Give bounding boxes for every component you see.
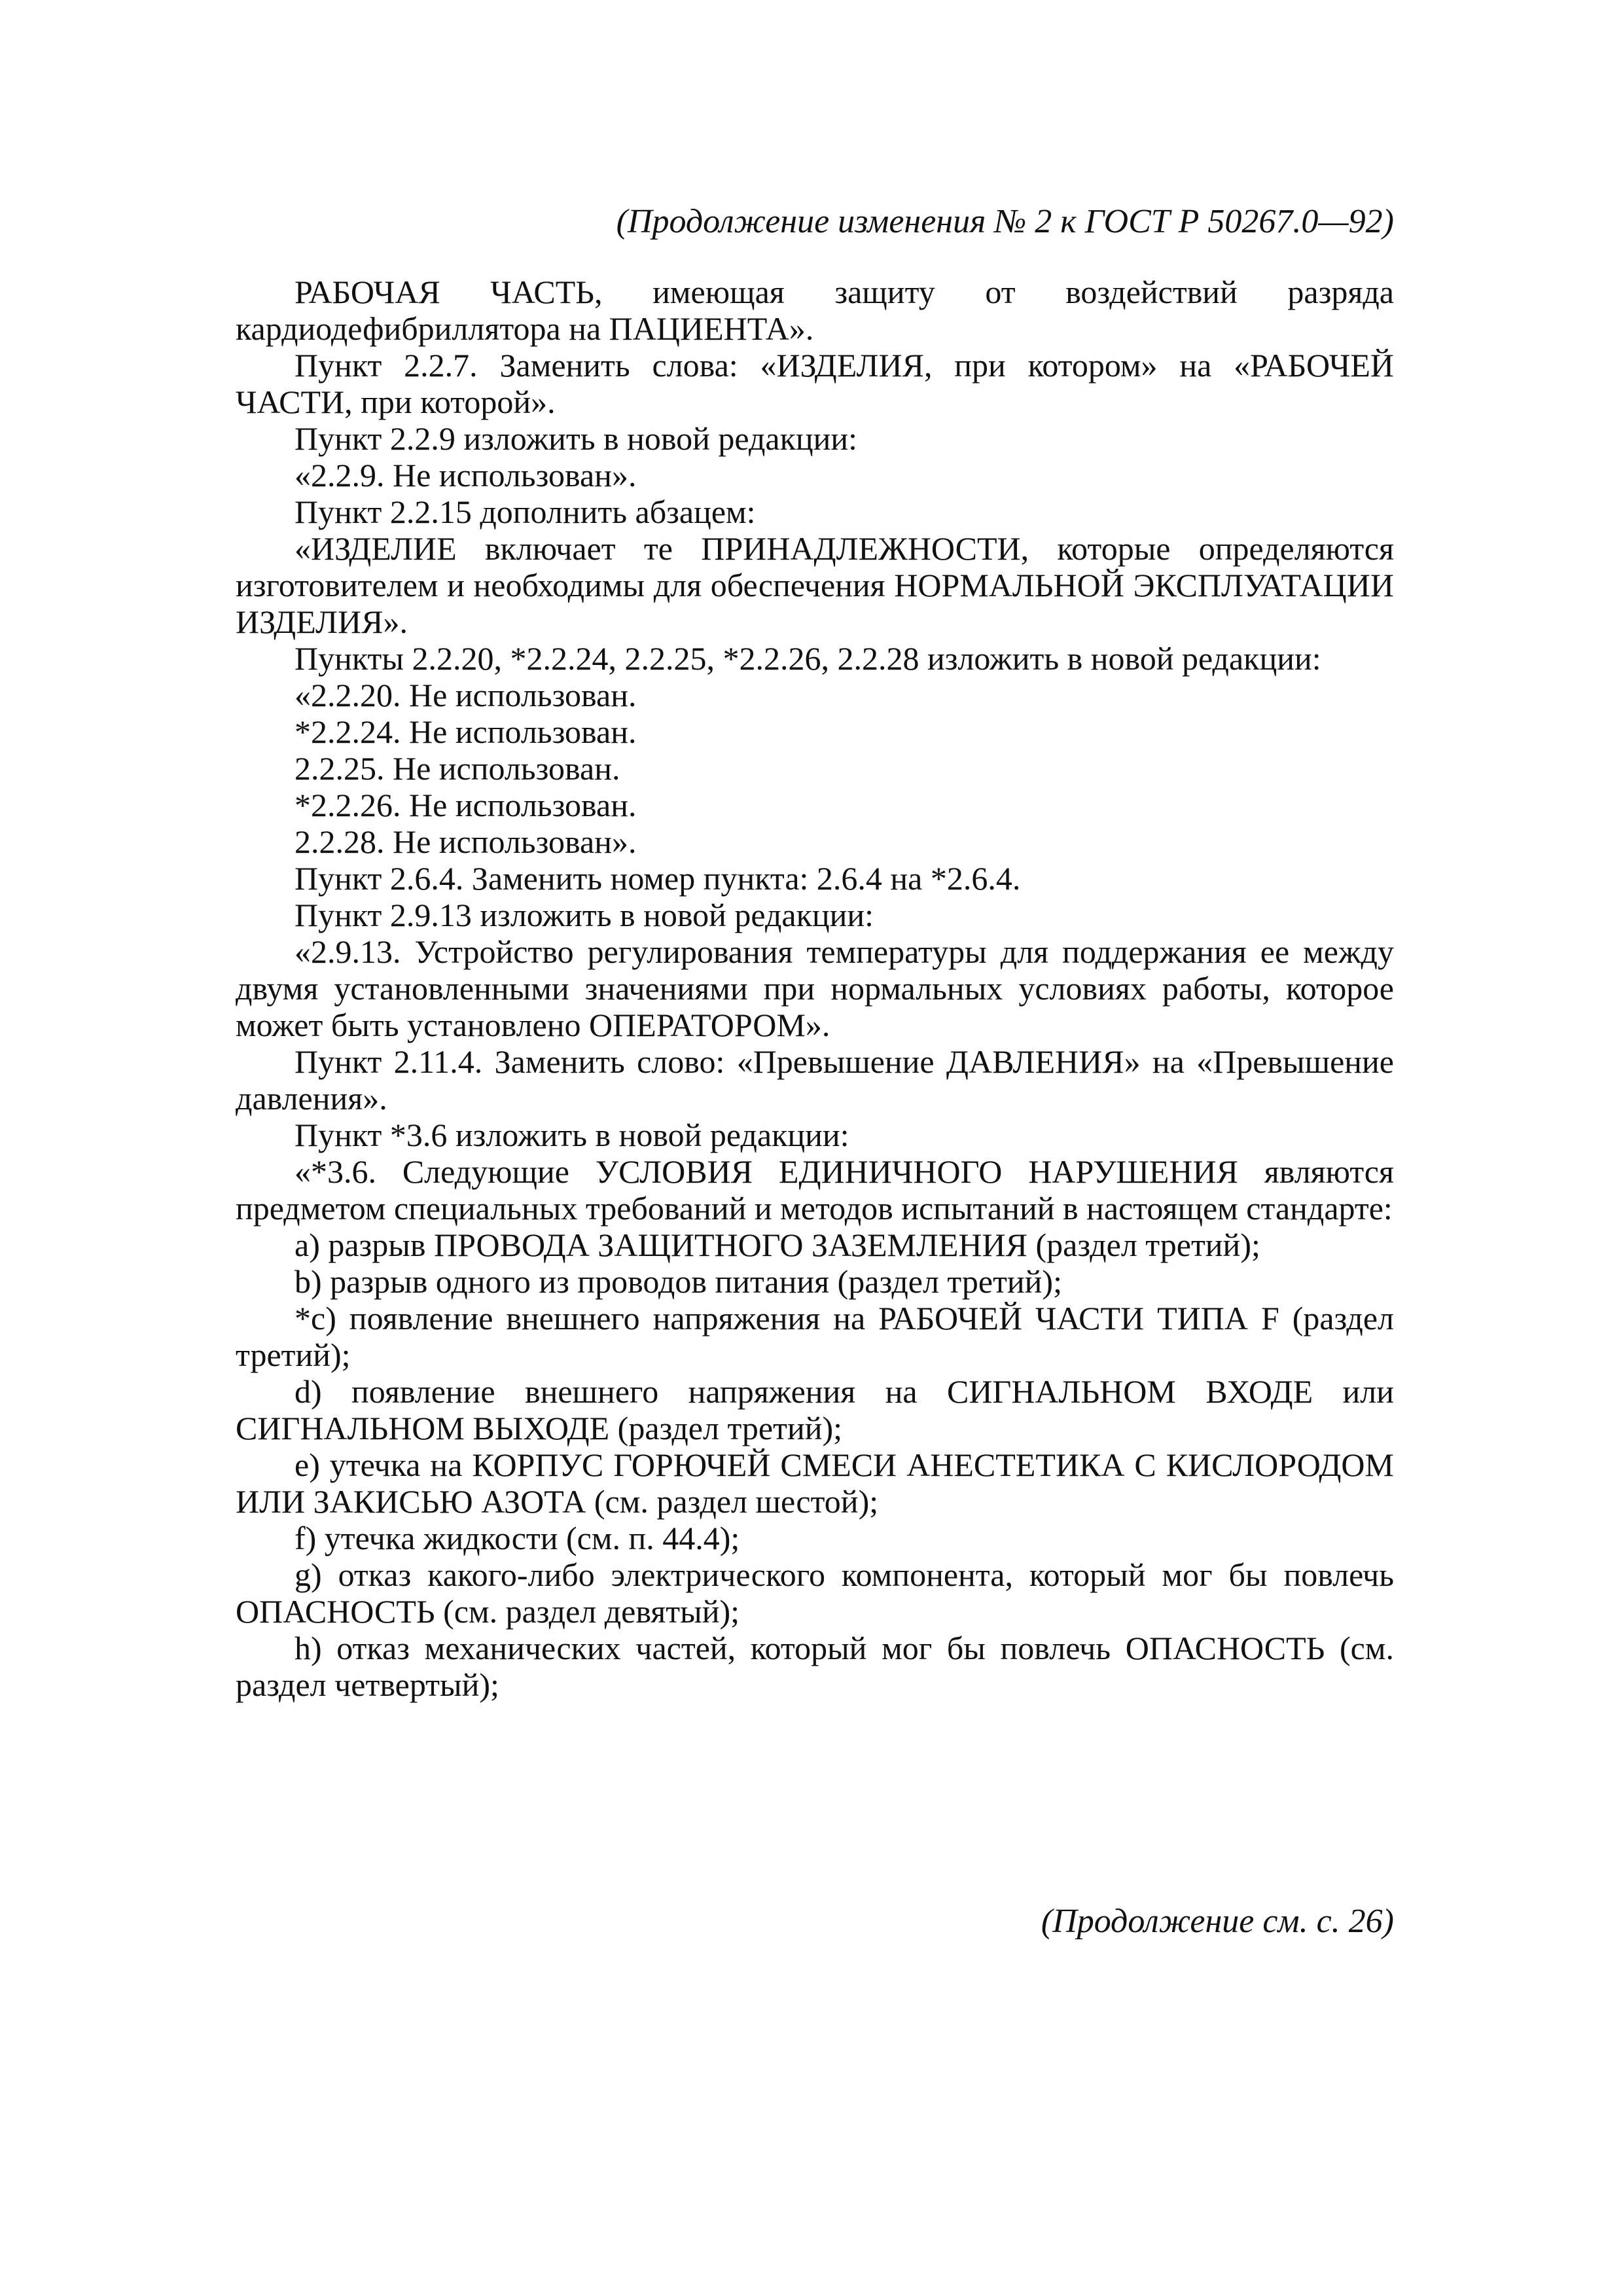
paragraph: Пункт 2.2.15 дополнить абзацем: <box>294 493 756 530</box>
paragraph: «ИЗДЕЛИЕ включает те ПРИНАДЛЕЖНОСТИ, которые определяются изготовителем и необходимы для обеспечения НОРМАЛЬНОЙ ЭКСПЛУАТАЦИИ ИЗДЕЛИЯ». <box>236 530 1394 640</box>
paragraph: Пункты 2.2.20, *2.2.24, 2.2.25, *2.2.26, 2.2.28 изложить в новой редакции: <box>294 640 1321 677</box>
list-item: a) разрыв ПРОВОДА ЗАЩИТНОГО ЗАЗЕМЛЕНИЯ (раздел третий); <box>294 1227 1260 1263</box>
paragraph: Пункт 2.11.4. Заменить слово: «Превышение ДАВЛЕНИЯ» на «Превышение давления». <box>236 1043 1394 1117</box>
list-item: *c) появление внешнего напряжения на РАБОЧЕЙ ЧАСТИ ТИПА F (раздел третий); <box>236 1300 1394 1373</box>
page-footer: (Продолжение см. с. 26) <box>1041 1903 1394 1940</box>
paragraph: Пункт *3.6 изложить в новой редакции: <box>294 1117 849 1153</box>
paragraph: Пункт 2.2.7. Заменить слова: «ИЗДЕЛИЯ, при котором» на «РАБОЧЕЙ ЧАСТИ, при которой». <box>236 347 1394 420</box>
paragraph: «2.2.9. Не использован». <box>294 457 637 493</box>
paragraph: «*3.6. Следующие УСЛОВИЯ ЕДИНИЧНОГО НАРУШЕНИЯ являются предметом специальных требований и методов испытаний в настоящем стандарте: <box>236 1153 1394 1227</box>
page-header: (Продолжение изменения № 2 к ГОСТ Р 50267.0—92) <box>616 203 1394 240</box>
paragraph: «2.2.20. Не использован. <box>294 677 637 713</box>
list-item: e) утечка на КОРПУС ГОРЮЧЕЙ СМЕСИ АНЕСТЕТИКА С КИСЛОРОДОМ ИЛИ ЗАКИСЬЮ АЗОТА (см. раздел шестой); <box>236 1446 1394 1520</box>
list-item: b) разрыв одного из проводов питания (раздел третий); <box>294 1263 1062 1300</box>
paragraph: 2.2.25. Не использован. <box>294 750 620 787</box>
paragraph: *2.2.26. Не использован. <box>294 787 637 823</box>
list-item: d) появление внешнего напряжения на СИГНАЛЬНОМ ВХОДЕ или СИГНАЛЬНОМ ВЫХОДЕ (раздел третий); <box>236 1373 1394 1446</box>
paragraph: РАБОЧАЯ ЧАСТЬ, имеющая защиту от воздействий разряда кардиодефибриллятора на ПАЦИЕНТА». <box>236 274 1394 347</box>
list-item: h) отказ механических частей, который мог бы повлечь ОПАСНОСТЬ (см. раздел четвертый); <box>236 1630 1394 1703</box>
paragraph: Пункт 2.2.9 изложить в новой редакции: <box>294 420 858 457</box>
paragraph: «2.9.13. Устройство регулирования температуры для поддержания ее между двумя установленными значениями при нормальных условиях работы, которое может быть установлено ОПЕРАТОРОМ». <box>236 933 1394 1043</box>
body-text <box>236 274 1394 1703</box>
list-item: f) утечка жидкости (см. п. 44.4); <box>294 1520 740 1556</box>
paragraph: Пункт 2.6.4. Заменить номер пункта: 2.6.4 на *2.6.4. <box>294 860 1021 897</box>
paragraph: *2.2.24. Не использован. <box>294 713 637 750</box>
list-item: g) отказ какого-либо электрического компонента, который мог бы повлечь ОПАСНОСТЬ (см. раздел девятый); <box>236 1556 1394 1630</box>
paragraph: Пункт 2.9.13 изложить в новой редакции: <box>294 897 874 933</box>
paragraph: 2.2.28. Не использован». <box>294 823 637 860</box>
